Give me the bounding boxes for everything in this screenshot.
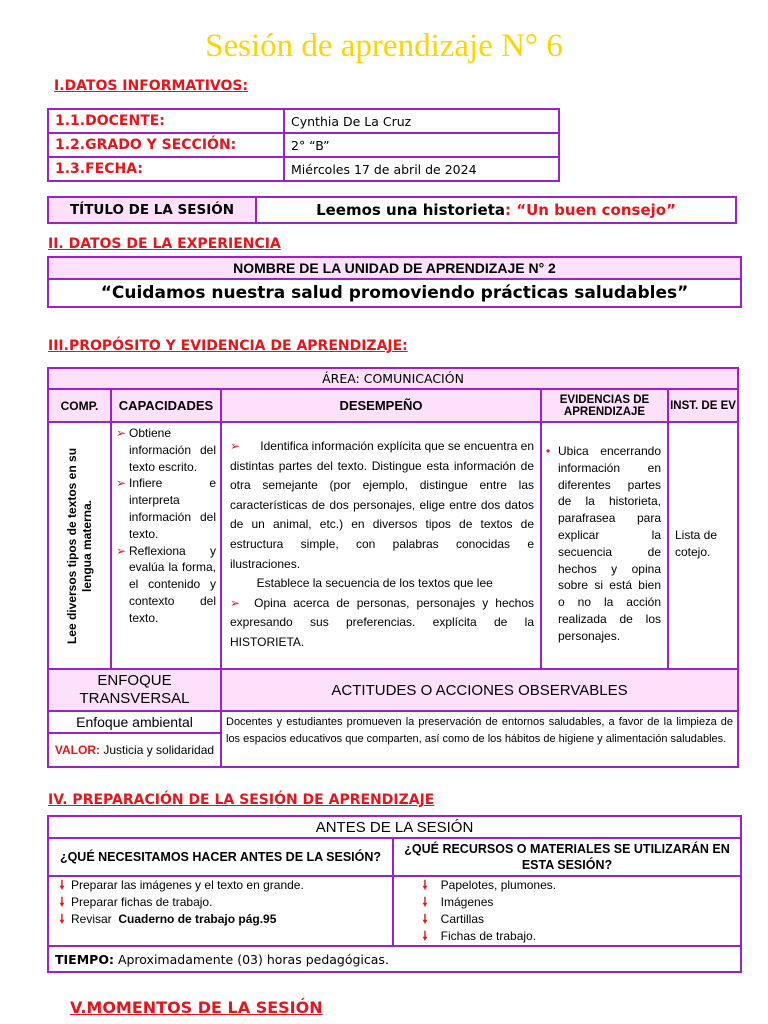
capacidad-text: Reflexiona y evalúa la forma, el contenido y contexto del texto. bbox=[129, 543, 216, 625]
session-title-prefix: Leemos una historieta bbox=[316, 201, 505, 219]
antes-header: ANTES DE LA SESIÓN bbox=[48, 816, 741, 838]
docente-value: Cynthia De La Cruz bbox=[284, 109, 559, 133]
list-1-cell bbox=[48, 876, 393, 946]
tiempo-label: TIEMPO: bbox=[55, 951, 114, 967]
enfoque-header: ENFOQUE TRANSVERSAL bbox=[48, 669, 221, 711]
list-2-cell bbox=[393, 876, 741, 946]
list-item bbox=[546, 443, 661, 645]
list-item-text: Preparar fichas de trabajo. bbox=[71, 895, 213, 909]
section-5-heading: V.MOMENTOS DE LA SESIÓN bbox=[70, 998, 323, 1017]
list-item bbox=[53, 894, 388, 911]
list-item bbox=[116, 475, 216, 542]
list-item-text: Cartillas bbox=[440, 912, 485, 926]
unidad-name: “Cuidamos nuestra salud promoviendo prácticas saludables” bbox=[48, 279, 741, 307]
list-item-text: Fichas de trabajo. bbox=[440, 929, 537, 943]
arrow-icon: ➢ bbox=[116, 543, 127, 558]
question-2: ¿QUÉ RECURSOS O MATERIALES SE UTILIZARÁN EN ESTA SESIÓN? bbox=[393, 838, 741, 876]
docente-label: 1.1.DOCENTE: bbox=[48, 109, 284, 133]
arrow-icon: ➢ bbox=[230, 439, 241, 453]
instrumento-cell: Lista de cotejo. bbox=[668, 422, 738, 669]
evidencia-cell bbox=[541, 422, 668, 669]
list-marker-icon: 🠗 bbox=[422, 878, 428, 892]
list-item-bold: Cuaderno de trabajo pág.95 bbox=[118, 912, 277, 926]
list-item bbox=[116, 543, 216, 627]
capacidad-text: Infiere e interpreta información del texto. bbox=[129, 476, 216, 541]
proposito-table bbox=[47, 367, 739, 768]
list-item bbox=[416, 911, 736, 928]
desempeno-text: Establece la secuencia de los textos que lee bbox=[256, 576, 493, 591]
table-row bbox=[48, 133, 559, 157]
valor-cell bbox=[48, 733, 221, 767]
section-2-heading: II. DATOS DE LA EXPERIENCIA bbox=[48, 236, 281, 252]
list-item-text: Imágenes bbox=[440, 895, 494, 909]
session-title-name: “Un buen consejo” bbox=[516, 201, 676, 219]
desempeno-text: Identifica información explícita que se encuentra en distintas partes del texto. Distingue esta información de otra semejante (por ejemplo, distingue entre las características de dos personajes, elige entre dos datos de un animal, etc.) en diversos tipos de textos de estructura simple, con palabras conocidas e ilustraciones. bbox=[230, 439, 534, 571]
unidad-header: NOMBRE DE LA UNIDAD DE APRENDIZAJE N° 2 bbox=[48, 257, 741, 279]
list-item bbox=[116, 425, 216, 475]
grado-value: 2° “B” bbox=[284, 133, 559, 157]
valor-label: VALOR: bbox=[54, 742, 101, 757]
col-comp: COMP. bbox=[48, 389, 111, 422]
section-3-heading: III.PROPÓSITO Y EVIDENCIA DE APRENDIZAJE: bbox=[48, 338, 408, 354]
desempeno-cell bbox=[221, 422, 541, 669]
list-marker-icon: 🠗 bbox=[59, 878, 65, 892]
session-title-colon: : bbox=[504, 201, 517, 219]
capacidad-text: Obtiene información del texto escrito. bbox=[129, 426, 216, 474]
list-2 bbox=[416, 877, 736, 945]
list-item bbox=[53, 877, 388, 894]
evidencia-text: Ubica encerrando información en diferentes partes de la historieta, parafrasea para explicar la secuencia de hechos y opina sobre si está bien o no la acción realizada de los personajes. bbox=[558, 444, 661, 643]
competencia-text: Lee diversos tipos de textos en su lengua materna. bbox=[64, 447, 94, 644]
list-item-text: Papelotes, plumones. bbox=[440, 878, 557, 892]
grado-label: 1.2.GRADO Y SECCIÓN: bbox=[48, 133, 284, 157]
list-marker-icon: 🠗 bbox=[422, 912, 428, 926]
fecha-value: Miércoles 17 de abril de 2024 bbox=[284, 157, 559, 181]
list-marker-icon: 🠗 bbox=[422, 929, 428, 943]
session-title-value bbox=[257, 201, 735, 219]
list-item bbox=[416, 928, 736, 945]
list-marker-icon: 🠗 bbox=[59, 912, 65, 926]
desempeno-text: Opina acerca de personas, personajes y hechos expresando sus preferencias. explícita de la HISTORIETA. bbox=[230, 595, 534, 649]
list-1 bbox=[53, 877, 388, 928]
list-item-text: Preparar las imágenes y el texto en grande. bbox=[71, 878, 304, 892]
list-marker-icon: 🠗 bbox=[59, 895, 65, 909]
datos-table bbox=[47, 108, 560, 182]
enfoque-value: Enfoque ambiental bbox=[48, 711, 221, 733]
table-row bbox=[48, 109, 559, 133]
bullet-icon: • bbox=[546, 444, 551, 458]
table-row bbox=[48, 157, 559, 181]
tiempo-value: Aproximadamente (03) horas pedagógicas. bbox=[117, 951, 389, 967]
actitudes-header: ACTITUDES O ACCIONES OBSERVABLES bbox=[221, 669, 738, 711]
actitudes-value: Docentes y estudiantes promueven la preservación de entornos saludables, a favor de la limpieza de los espacios educativos que comparten, así como de los hábitos de higiene y alimentación saludables. bbox=[221, 711, 738, 767]
arrow-icon: ➢ bbox=[116, 426, 127, 440]
list-marker-icon: 🠗 bbox=[422, 895, 428, 909]
list-item bbox=[230, 594, 534, 653]
tiempo-cell bbox=[48, 946, 741, 972]
list-item bbox=[230, 574, 534, 594]
list-item-text: Revisar bbox=[71, 912, 112, 926]
list-item bbox=[230, 437, 534, 574]
arrow-icon: ➢ bbox=[116, 476, 127, 491]
arrow-icon: ➢ bbox=[230, 595, 241, 610]
unidad-table bbox=[47, 256, 742, 308]
col-instrumento: INST. DE EV bbox=[668, 389, 738, 422]
fecha-label: 1.3.FECHA: bbox=[48, 157, 284, 181]
capacidades-cell bbox=[111, 422, 221, 669]
session-title-box bbox=[47, 196, 737, 224]
col-capacidades: CAPACIDADES bbox=[111, 389, 221, 422]
section-4-heading: IV. PREPARACIÓN DE LA SESIÓN DE APRENDIZAJE bbox=[48, 792, 435, 808]
session-title: Sesión de aprendizaje N° 6 bbox=[205, 28, 563, 64]
list-item bbox=[53, 911, 388, 928]
valor-value: Justicia y solidaridad bbox=[103, 742, 215, 757]
col-desempeno: DESEMPEÑO bbox=[221, 389, 541, 422]
session-title-label: TÍTULO DE LA SESIÓN bbox=[49, 198, 257, 222]
area-header: ÁREA: COMUNICACIÓN bbox=[48, 368, 738, 389]
preparacion-table bbox=[47, 815, 742, 973]
section-1-heading: I.DATOS INFORMATIVOS: bbox=[54, 78, 249, 94]
list-item bbox=[416, 894, 736, 911]
list-item bbox=[416, 877, 736, 894]
question-1: ¿QUÉ NECESITAMOS HACER ANTES DE LA SESIÓN? bbox=[48, 838, 393, 876]
col-evidencias: EVIDENCIAS DE APRENDIZAJE bbox=[541, 389, 668, 422]
competencia-cell bbox=[48, 422, 111, 669]
